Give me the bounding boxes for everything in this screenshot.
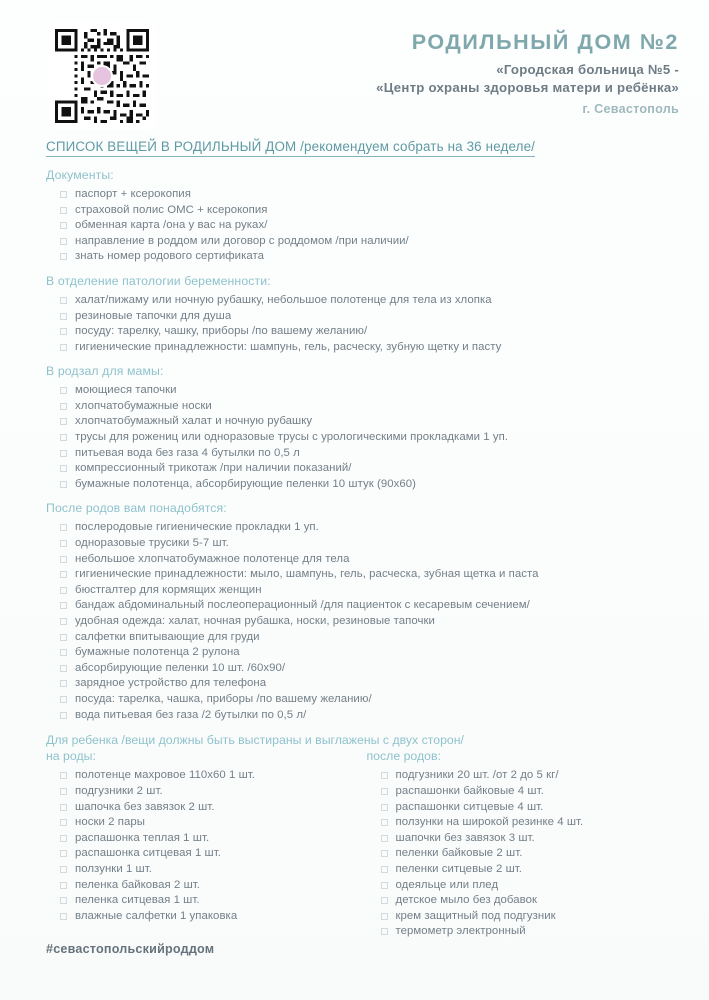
- checklist-item[interactable]: [60, 567, 679, 583]
- checklist-item-label: ползунки 1 шт.: [75, 862, 152, 875]
- checklist-item-label: вода питьевая без газа /2 бутылки по 0,5 л/: [75, 708, 307, 721]
- checklist-item[interactable]: [381, 768, 680, 784]
- checkbox-icon[interactable]: [60, 207, 67, 214]
- checklist-item-label: пеленка ситцевая 1 шт.: [75, 894, 200, 907]
- org-city: г. Севастополь: [582, 102, 679, 117]
- checkbox-icon[interactable]: [60, 602, 67, 609]
- checklist-item[interactable]: [60, 520, 679, 536]
- checklist-item-label: подгузники 2 шт.: [75, 784, 163, 797]
- checklist-list: [46, 383, 679, 492]
- checkbox-icon[interactable]: [60, 788, 67, 795]
- org-title: РОДИЛЬНЫЙ ДОМ №2: [411, 30, 679, 54]
- checklist-section: [46, 168, 679, 265]
- checklist-item[interactable]: [381, 815, 680, 831]
- checklist-item[interactable]: [60, 293, 679, 309]
- document-body: [0, 120, 709, 940]
- footer-hashtag[interactable]: #севастопольскийроддом: [46, 942, 215, 956]
- checklist-item-label: знать номер родового сертификата: [75, 250, 265, 263]
- checkbox-icon[interactable]: [60, 850, 67, 857]
- checklist-item[interactable]: [60, 249, 679, 265]
- checkbox-icon[interactable]: [60, 804, 67, 811]
- checkbox-icon[interactable]: [381, 772, 388, 779]
- baby-column-after: [363, 749, 680, 940]
- checklist-item-label: гигиенические принадлежности: мыло, шампунь, гель, расческа, зубная щетка и паста: [75, 568, 539, 581]
- checklist-item-label: небольшое хлопчатобумажное полотенце для тела: [75, 552, 350, 565]
- checklist-item[interactable]: [60, 784, 363, 800]
- checklist-item[interactable]: [381, 846, 680, 862]
- baby-after-list: [367, 768, 680, 940]
- checklist-item-label: гигиенические принадлежности: шампунь, гель, расческу, зубную щетку и пасту: [75, 340, 502, 353]
- checkbox-icon[interactable]: [60, 222, 67, 229]
- checklist-item-label: резиновые тапочки для душа: [75, 309, 232, 322]
- checklist-item-label: компрессионный трикотаж /при наличии показаний/: [75, 462, 352, 475]
- checkbox-icon[interactable]: [60, 556, 67, 563]
- checklist-item[interactable]: [60, 324, 679, 340]
- section-heading: После родов вам понадобятся:: [46, 501, 227, 516]
- checklist-item[interactable]: [60, 477, 679, 493]
- checklist-item[interactable]: [60, 630, 679, 646]
- checklist-item-label: питьевая вода без газа 4 бутылки по 0,5 л: [75, 446, 300, 459]
- baby-column-after-heading: после родов:: [366, 749, 441, 764]
- checkbox-icon[interactable]: [381, 819, 388, 826]
- checkbox-icon[interactable]: [60, 297, 67, 304]
- checklist-item-label: салфетки впитывающие для груди: [75, 630, 260, 643]
- checkbox-icon[interactable]: [381, 928, 388, 935]
- checkbox-icon[interactable]: [60, 387, 67, 394]
- checklist-item[interactable]: [60, 893, 363, 909]
- pink-circle-logo-icon: [91, 65, 113, 87]
- checklist-item[interactable]: [60, 909, 363, 925]
- checklist-item-label: пеленка байковая 2 шт.: [75, 878, 200, 891]
- checklist-item-label: одноразовые трусики 5-7 шт.: [75, 537, 229, 550]
- checklist-item-label: бюстгалтер для кормящих женщин: [75, 583, 262, 596]
- checklist-item[interactable]: [60, 309, 679, 325]
- checklist-item[interactable]: [60, 692, 679, 708]
- checkbox-icon[interactable]: [60, 313, 67, 320]
- checklist-section: [46, 274, 679, 355]
- checklist-item[interactable]: [60, 645, 679, 661]
- checklist-item[interactable]: [60, 234, 679, 250]
- checkbox-icon[interactable]: [381, 850, 388, 857]
- checkbox-icon[interactable]: [60, 866, 67, 873]
- qr-code-icon[interactable]: [48, 22, 156, 130]
- checklist-item[interactable]: [60, 800, 363, 816]
- checklist-item-label: посуда: тарелка, чашка, приборы /по вашему желанию/: [75, 692, 372, 705]
- baby-column-birth: [46, 749, 363, 940]
- checkbox-icon[interactable]: [60, 481, 67, 488]
- checklist-item[interactable]: [381, 909, 680, 925]
- checkbox-icon[interactable]: [60, 253, 67, 260]
- checklist-item[interactable]: [381, 800, 680, 816]
- checklist-item[interactable]: [60, 878, 363, 894]
- checklist-item[interactable]: [60, 831, 363, 847]
- checklist-item[interactable]: [60, 414, 679, 430]
- checklist-item-label: одеяльце или плед: [395, 878, 499, 891]
- checklist-item-label: страховой полис ОМС + ксерокопия: [75, 203, 268, 216]
- checklist-item-label: обменная карта /она у вас на руках/: [75, 219, 268, 232]
- checkbox-icon[interactable]: [381, 897, 388, 904]
- checklist-item-label: носки 2 пары: [75, 816, 145, 829]
- checklist-item-label: пеленки ситцевые 2 шт.: [395, 862, 523, 875]
- checklist-item-label: распашонки байковые 4 шт.: [395, 784, 544, 797]
- checklist-item-label: трусы для рожениц или одноразовые трусы с урологическими прокладками 1 уп.: [75, 431, 509, 444]
- checklist-item-label: термометр электронный: [395, 925, 526, 938]
- baby-birth-list: [46, 768, 363, 924]
- checklist-list: [46, 520, 679, 723]
- checklist-item[interactable]: [60, 583, 679, 599]
- checklist-item[interactable]: [60, 430, 679, 446]
- checklist-item-label: ползунки на широкой резинке 4 шт.: [395, 816, 584, 829]
- page-title: СПИСОК ВЕЩЕЙ В РОДИЛЬНЫЙ ДОМ /рекомендуем собрать на 36 неделе/: [46, 139, 535, 157]
- checkbox-icon[interactable]: [60, 587, 67, 594]
- checkbox-icon[interactable]: [60, 571, 67, 578]
- checklist-section: [46, 364, 679, 492]
- checklist-item[interactable]: [381, 831, 680, 847]
- checkbox-icon[interactable]: [60, 819, 67, 826]
- checkbox-icon[interactable]: [60, 328, 67, 335]
- checkbox-icon[interactable]: [60, 665, 67, 672]
- checklist-item[interactable]: [381, 924, 680, 940]
- checklist-item[interactable]: [381, 878, 680, 894]
- checklist-item-label: абсорбирующие пеленки 10 шт. /60х90/: [75, 661, 286, 674]
- checklist-item-label: распашонка ситцевая 1 шт.: [75, 847, 221, 860]
- checkbox-icon[interactable]: [60, 696, 67, 703]
- checkbox-icon[interactable]: [381, 835, 388, 842]
- baby-section-heading: Для ребенка /вещи должны быть выстираны и выглажены с двух сторон/: [46, 733, 464, 748]
- checklist-item-label: распашонка теплая 1 шт.: [75, 831, 210, 844]
- checklist-item-label: пеленки байковые 2 шт.: [395, 847, 523, 860]
- checklist-item-label: моющиеся тапочки: [75, 384, 177, 397]
- checklist-item-label: хлопчатобумажный халат и ночную рубашку: [75, 415, 313, 428]
- checklist-list: [46, 187, 679, 265]
- checkbox-icon[interactable]: [60, 238, 67, 245]
- checklist-item[interactable]: [60, 536, 679, 552]
- checklist-item-label: направление в роддом или договор с роддомом /при наличии/: [75, 234, 409, 247]
- checklist-item-label: удобная одежда: халат, ночная рубашка, носки, резиновые тапочки: [75, 615, 435, 627]
- checkbox-icon[interactable]: [60, 680, 67, 687]
- checklist-item[interactable]: [381, 784, 680, 800]
- checklist-item-label: бумажные полотенца, абсорбирующие пеленки 10 штук (90х60): [75, 477, 416, 490]
- checkbox-icon[interactable]: [60, 897, 67, 904]
- checkbox-icon[interactable]: [60, 418, 67, 425]
- checkbox-icon[interactable]: [60, 772, 67, 779]
- checklist-item[interactable]: [381, 862, 680, 878]
- checklist-item[interactable]: [60, 815, 363, 831]
- checklist-item-label: шапочка без завязок 2 шт.: [75, 800, 215, 813]
- baby-column-birth-heading: на роды:: [46, 749, 96, 764]
- checklist-item-label: бумажные полотенца 2 рулона: [75, 646, 240, 659]
- checklist-item[interactable]: [60, 187, 679, 203]
- checklist-item-label: детское мыло без добавок: [395, 894, 538, 907]
- checkbox-icon[interactable]: [60, 191, 67, 198]
- document-header: [0, 0, 709, 120]
- checklist-sections: [46, 168, 679, 723]
- checklist-item-label: подгузники 20 шт. /от 2 до 5 кг/: [395, 769, 559, 782]
- checklist-item[interactable]: [60, 676, 679, 692]
- checkbox-icon[interactable]: [381, 788, 388, 795]
- checklist-item[interactable]: [60, 203, 679, 219]
- checklist-item[interactable]: [60, 846, 363, 862]
- checklist-item-label: зарядное устройство для телефона: [75, 677, 267, 690]
- checklist-item[interactable]: [60, 446, 679, 462]
- checkbox-icon[interactable]: [60, 913, 67, 920]
- checklist-item[interactable]: [60, 768, 363, 784]
- header-titles: [156, 22, 679, 116]
- checklist-item-label: посуду: тарелку, чашку, приборы /по вашему желанию/: [75, 325, 368, 338]
- section-heading: Документы:: [46, 168, 114, 182]
- checklist-item[interactable]: [60, 218, 679, 234]
- section-heading: В родзал для мамы:: [46, 364, 164, 379]
- checklist-item-label: шапочки без завязок 3 шт.: [395, 831, 535, 844]
- checklist-item[interactable]: [60, 708, 679, 724]
- checklist-item-label: полотенце махровое 110х60 1 шт.: [75, 769, 256, 782]
- checklist-item-label: крем защитный под подгузник: [395, 909, 556, 922]
- org-subtitle-line1: «Городская больница №5 -: [496, 61, 679, 77]
- checkbox-icon[interactable]: [60, 712, 67, 719]
- checkbox-icon[interactable]: [60, 450, 67, 457]
- checklist-item[interactable]: [60, 461, 679, 477]
- checklist-item[interactable]: [60, 661, 679, 677]
- checkbox-icon[interactable]: [60, 434, 67, 441]
- checklist-item-label: влажные салфетки 1 упаковка: [75, 909, 238, 922]
- checkbox-icon[interactable]: [381, 866, 388, 873]
- checkbox-icon[interactable]: [60, 344, 67, 351]
- checkbox-icon[interactable]: [60, 618, 67, 625]
- checkbox-icon[interactable]: [60, 649, 67, 656]
- checklist-item[interactable]: [381, 893, 680, 909]
- checkbox-icon[interactable]: [60, 634, 67, 641]
- checkbox-icon[interactable]: [381, 913, 388, 920]
- checkbox-icon[interactable]: [60, 835, 67, 842]
- org-subtitle-line2: «Центр охраны здоровья матери и ребёнка»: [376, 79, 679, 95]
- checklist-item[interactable]: [60, 614, 679, 630]
- checklist-item[interactable]: [60, 552, 679, 568]
- checklist-section: [46, 501, 679, 723]
- checklist-item[interactable]: [60, 862, 363, 878]
- checklist-item[interactable]: [60, 399, 679, 415]
- checklist-item-label: послеродовые гигиенические прокладки 1 уп.: [75, 521, 319, 534]
- checklist-list: [46, 293, 679, 355]
- checkbox-icon[interactable]: [60, 403, 67, 410]
- checklist-item[interactable]: [60, 340, 679, 356]
- checklist-item-label: хлопчатобумажные носки: [75, 399, 212, 412]
- checklist-item-label: распашонки ситцевые 4 шт.: [395, 800, 544, 813]
- checkbox-icon[interactable]: [60, 465, 67, 472]
- checkbox-icon[interactable]: [381, 882, 388, 889]
- baby-section: [46, 732, 679, 940]
- checklist-item[interactable]: [60, 383, 679, 399]
- checklist-item-label: бандаж абдоминальный послеоперационный /для пациенток с кесаревым сечением/: [75, 599, 530, 612]
- checkbox-icon[interactable]: [381, 804, 388, 811]
- checklist-item-label: паспорт + ксерокопия: [75, 187, 191, 200]
- checklist-item[interactable]: [60, 598, 679, 614]
- checkbox-icon[interactable]: [60, 882, 67, 889]
- baby-columns: [46, 749, 679, 940]
- checkbox-icon[interactable]: [60, 524, 67, 531]
- checkbox-icon[interactable]: [60, 540, 67, 547]
- checklist-item-label: халат/пижаму или ночную рубашку, небольшое полотенце для тела из хлопка: [75, 293, 492, 306]
- section-heading: В отделение патологии беременности:: [46, 273, 271, 288]
